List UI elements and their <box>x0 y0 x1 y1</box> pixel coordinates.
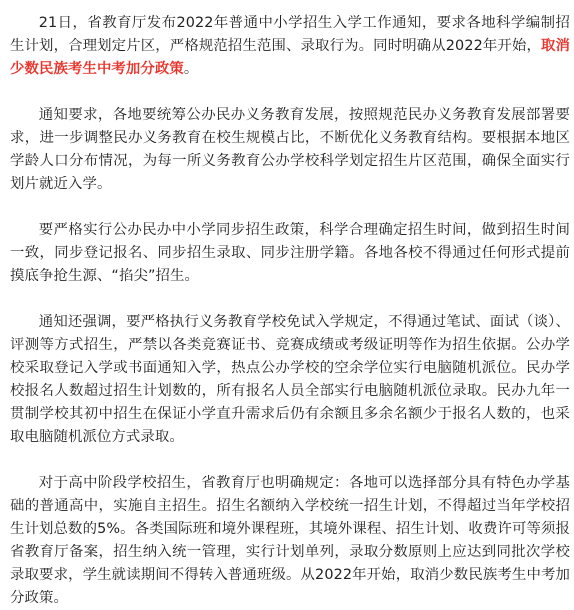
paragraph-1 <box>10 12 570 81</box>
paragraph-5: 对于高中阶段学校招生，省教育厅也明确规定：各地可以选择部分具有特色办学基础的普通高中，实施自主招生。招生名额纳入学校统一招生计划，不得超过当年学校招生计划总数的5%。各类国际班和境外课程班，其境外课程、招生计划、收费许可等须报省教育厅备案，招生纳入统一管理，实行计划单列，录取分数原则上应达到同批次学校录取要求，学生就读期间不得转入普通班级。从2022年开始，取消少数民族考生中考加分政策。 <box>10 475 570 606</box>
paragraph-1-tail: 。 <box>183 61 199 77</box>
paragraph-4: 通知还强调，要严格执行义务教育学校免试入学规定，不得通过笔试、面试（谈）、评测等方式招生，严禁以各类竞赛证书、竞赛成绩或考级证明等作为招生依据。公办学校采取登记入学或书面通知入学，热点公办学校的空余学位实行电脑随机派位。民办学校报名人数超过招生计划数的，所有报名人员全部实行电脑随机派位录取。民办九年一贯制学校其初中招生在保证小学直升需求后仍有余额且多余名额少于报名人数的，也采取电脑随机派位方式录取。 <box>10 314 570 445</box>
highlighted-policy-text: 取消少数民族考生中考加分政策 <box>10 38 570 77</box>
news-article <box>10 12 570 610</box>
paragraph-1-lead: 21日，省教育厅发布2022年普通中小学招生入学工作通知，要求各地科学编制招生计划，合理划定片区，严格规范招生范围、录取行为。同时明确从2022年开始， <box>10 15 570 54</box>
paragraph-2: 通知要求，各地要统筹公办民办义务教育发展，按照规范民办义务教育发展部署要求，进一步调整民办义务教育在校生规模占比，不断优化义务教育结构。要根据本地区学龄人口分布情况，为每一所义务教育公办学校科学划定招生片区范围，确保全面实行划片就近入学。 <box>10 107 570 192</box>
paragraph-3: 要严格实行公办民办中小学同步招生政策，科学合理确定招生时间，做到招生时间一致，同步登记报名、同步招生录取、同步注册学籍。各地各校不得通过任何形式提前摸底争抢生源、“掐尖”招生。 <box>10 222 570 284</box>
